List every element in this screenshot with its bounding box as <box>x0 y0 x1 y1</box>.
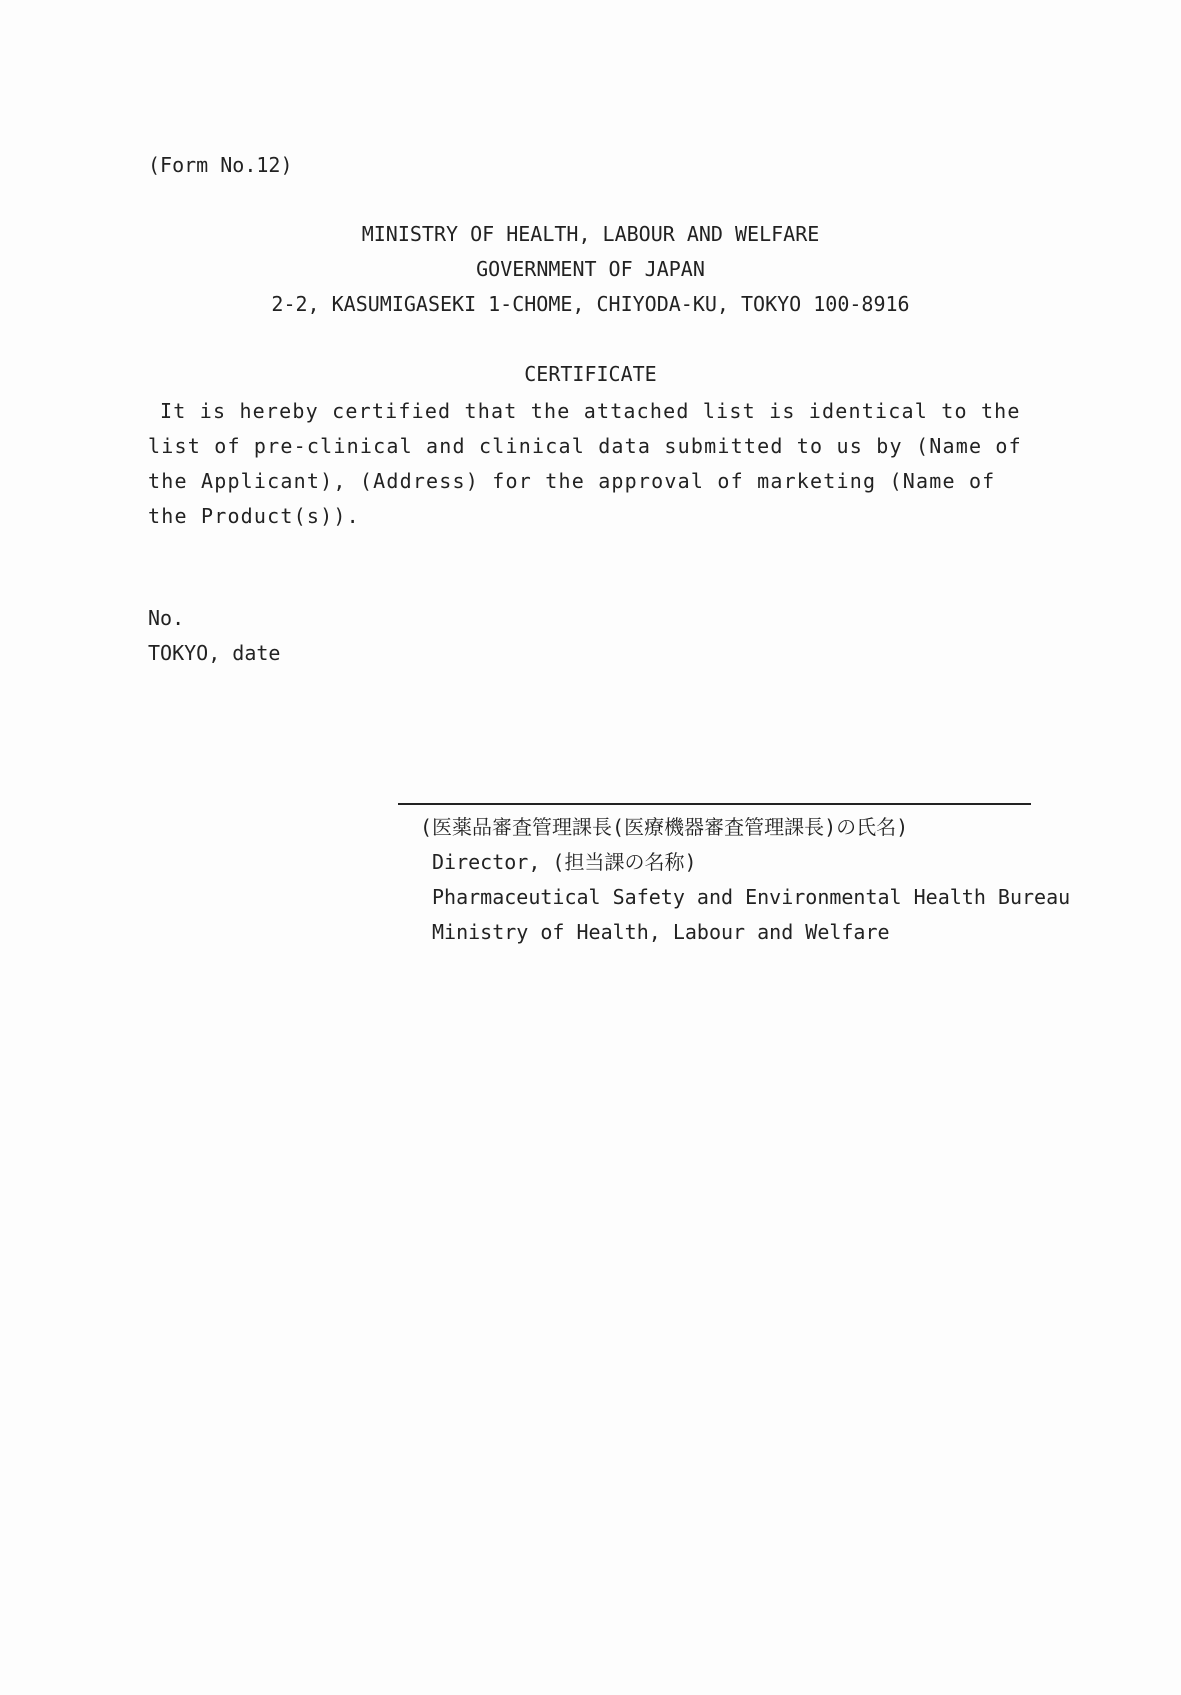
signatory-ministry: Ministry of Health, Labour and Welfare <box>432 920 890 944</box>
certificate-title: CERTIFICATE <box>524 362 657 386</box>
reference-number-label: No. <box>148 606 185 630</box>
government-heading: GOVERNMENT OF JAPAN <box>476 257 705 281</box>
place-date: TOKYO, date <box>148 641 281 665</box>
signature-line <box>398 803 1031 805</box>
ministry-address: 2-2, KASUMIGASEKI 1-CHOME, CHIYODA-KU, TOKYO 100-8916 <box>271 292 910 316</box>
form-number: (Form No.12) <box>148 153 293 177</box>
signatory-title: Director, (担当課の名称) <box>432 850 697 874</box>
ministry-heading: MINISTRY OF HEALTH, LABOUR AND WELFARE <box>361 222 820 246</box>
signatory-bureau: Pharmaceutical Safety and Environmental Health Bureau <box>432 885 1071 909</box>
certificate-body: It is hereby certified that the attached list is identical to the list of pre-clinical and clinical data submitted to us by (Name of the Applicant), (Address) for the approval of marketing (Name of the Product(s)). <box>148 399 1022 528</box>
signatory-name-placeholder: (医薬品審査管理課長(医療機器審査管理課長)の氏名) <box>420 815 909 839</box>
